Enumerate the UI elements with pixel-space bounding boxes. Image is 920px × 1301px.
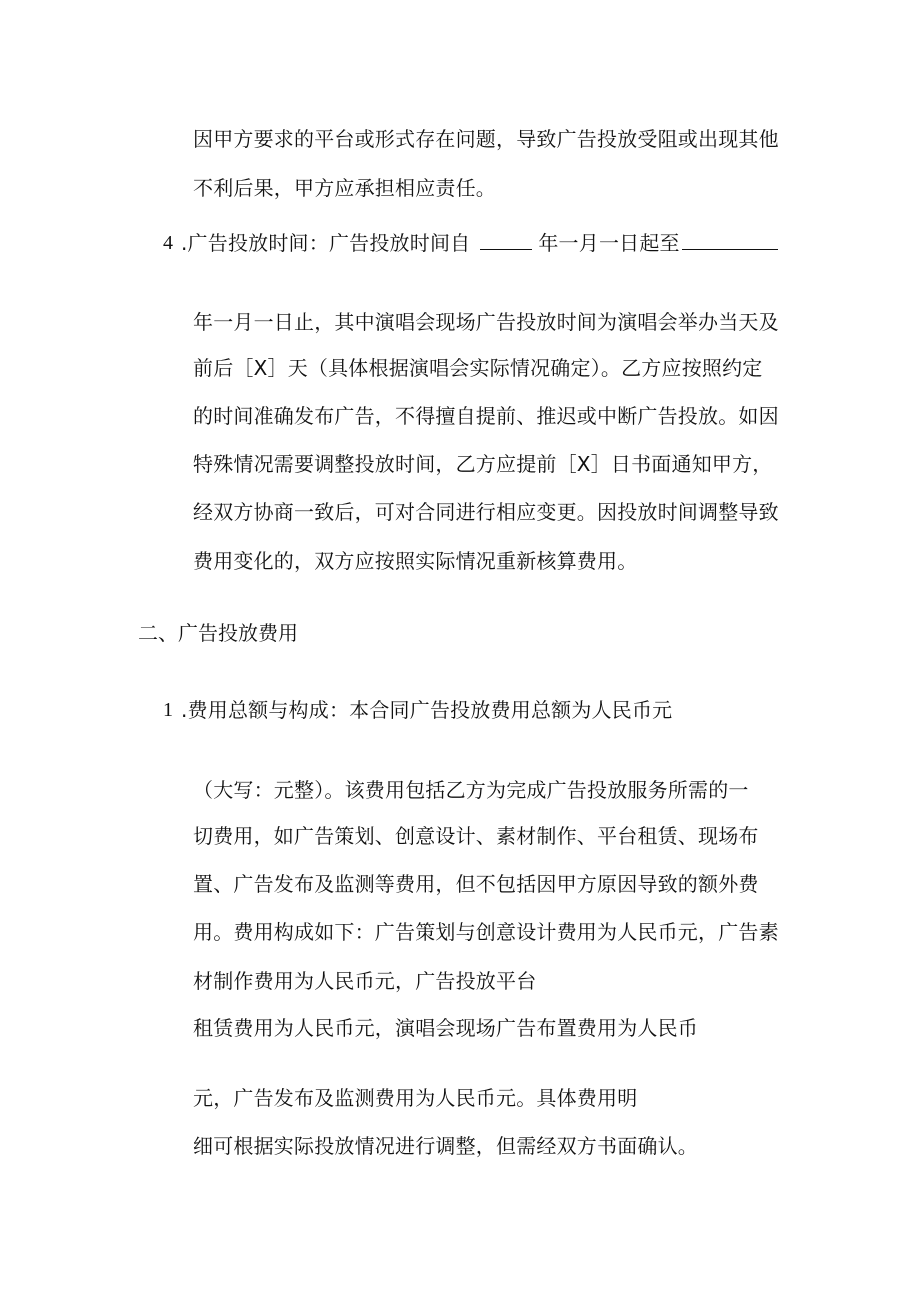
paragraph-line: 租赁费用为人民币元，演唱会现场广告布置费用为人民币 xyxy=(193,1016,698,1040)
section-heading: 二、广告投放费用 xyxy=(138,621,298,645)
item-number: 1 xyxy=(163,699,173,721)
paragraph-line: 元，广告发布及监测费用为人民币元。具体费用明 xyxy=(193,1086,638,1110)
paragraph-line: 材制作费用为人民币元，广告投放平台 xyxy=(193,969,537,993)
paragraph-line: 特殊情况需要调整投放时间，乙方应提前［X］日书面通知甲方， xyxy=(193,452,773,476)
paragraph-line: 年一月一日止，其中演唱会现场广告投放时间为演唱会举办当天及 xyxy=(193,310,779,334)
item4-prefix: .广告投放时间：广告投放时间自 xyxy=(181,231,471,255)
item4-first-line xyxy=(181,231,778,255)
blank-underline xyxy=(682,231,778,250)
item-number: 4 xyxy=(163,232,173,254)
paragraph-line: 因甲方要求的平台或形式存在问题，导致广告投放受阻或出现其他 xyxy=(193,127,779,151)
paragraph-line: 前后［X］天（具体根据演唱会实际情况确定）。乙方应按照约定 xyxy=(193,356,763,380)
paragraph-line: 的时间准确发布广告，不得擅自提前、推迟或中断广告投放。如因 xyxy=(193,404,779,428)
paragraph-line: 费用变化的，双方应按照实际情况重新核算费用。 xyxy=(193,549,638,573)
item1-first-line: .费用总额与构成：本合同广告投放费用总额为人民币元 xyxy=(181,698,673,722)
item4-mid: 年一月一日起至 xyxy=(538,231,680,255)
paragraph-line: 用。费用构成如下：广告策划与创意设计费用为人民币元，广告素 xyxy=(193,920,779,944)
paragraph-line: 细可根据实际投放情况进行调整，但需经双方书面确认。 xyxy=(193,1134,698,1158)
paragraph-line: 置、广告发布及监测等费用，但不包括因甲方原因导致的额外费 xyxy=(193,872,759,896)
paragraph-line: 不利后果，甲方应承担相应责任。 xyxy=(193,176,496,200)
paragraph-line: （大写：元整）。该费用包括乙方为完成广告投放服务所需的一 xyxy=(193,778,749,802)
blank-underline xyxy=(480,231,532,250)
paragraph-line: 经双方协商一致后，可对合同进行相应变更。因投放时间调整导致 xyxy=(193,500,779,524)
paragraph-line: 切费用，如广告策划、创意设计、素材制作、平台租赁、现场布 xyxy=(193,824,759,848)
